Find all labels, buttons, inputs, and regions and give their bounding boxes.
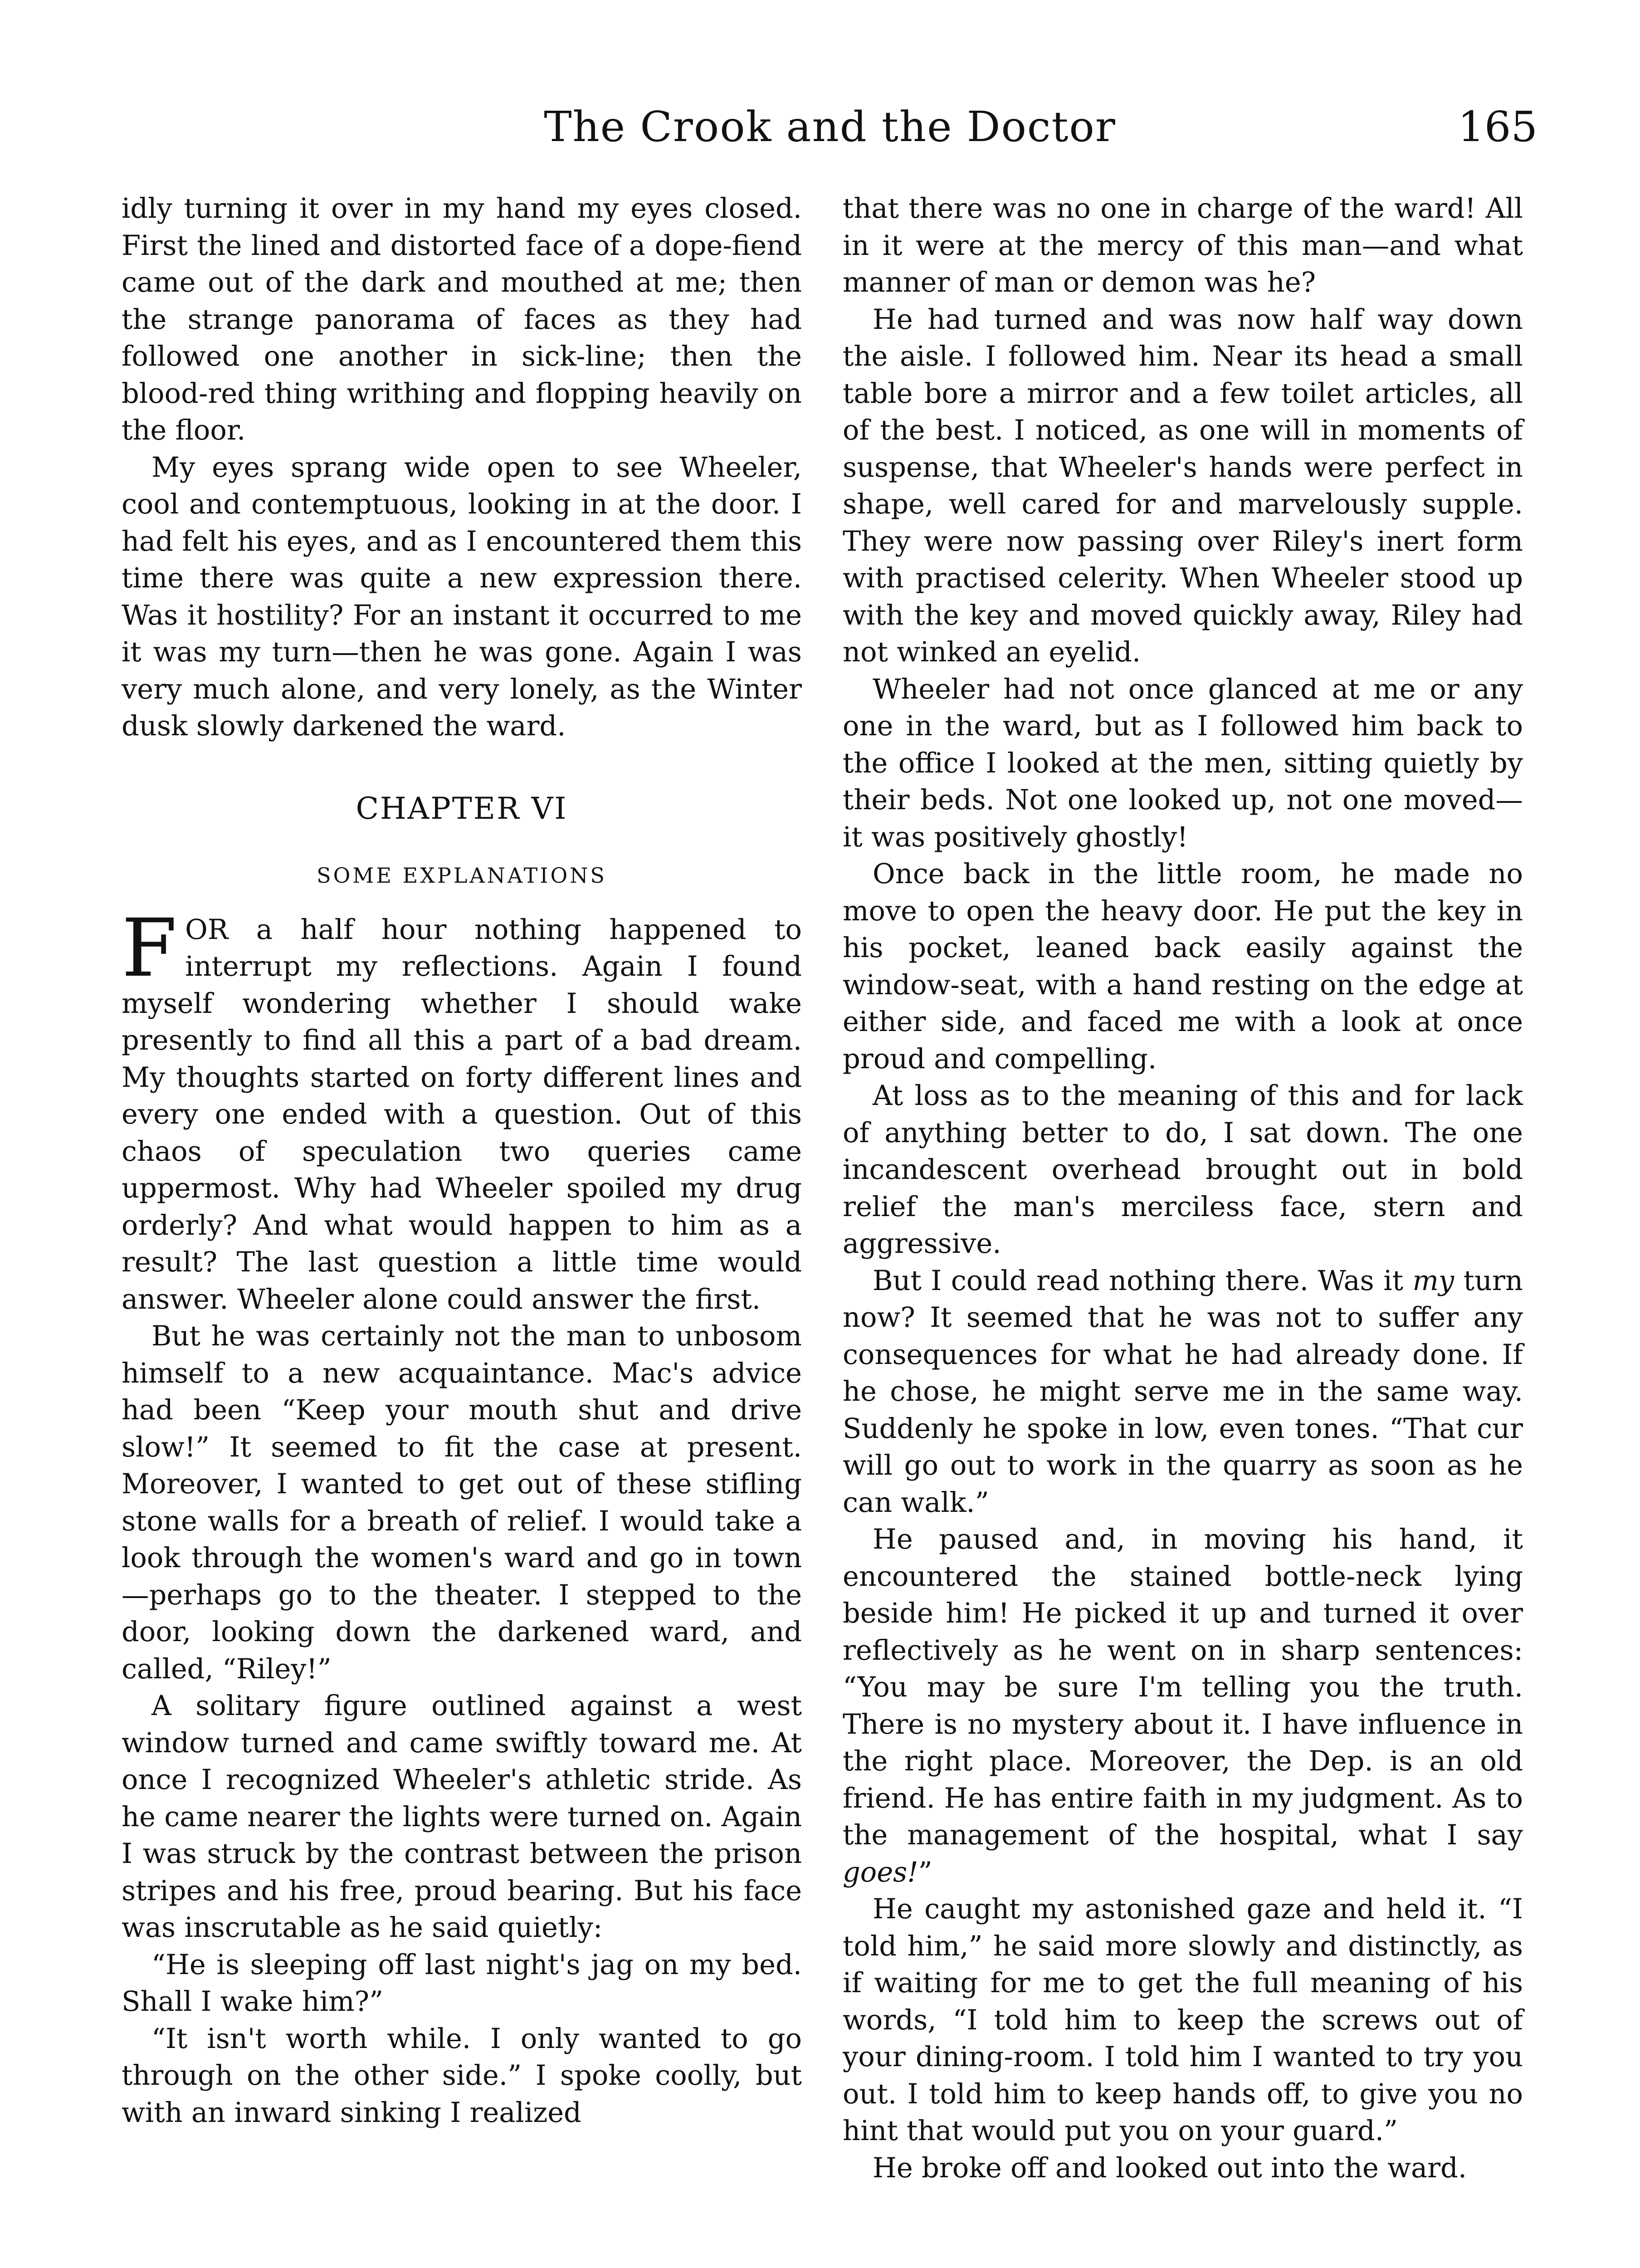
paragraph: A solitary figure outlined against a west window turned and came swiftly toward me. At once I recognized Wheeler's athletic stride. As he came nearer the lights were turned on. Again I was struck by the contrast between the prison stripes and his free, proud bearing. But his face was inscrutable as he said quietly: <box>122 1690 802 1944</box>
right-column <box>843 191 1523 2187</box>
paragraph: But he was certainly not the man to unbosom himself to a new acquaintance. Mac's advice had been “Keep your mouth shut and drive slow!” It seemed to fit the case at present. Moreover, I wanted to get out of these stifling stone walls for a breath of relief. I would take a look through the women's ward and go in town—perhaps go to the theater. I stepped to the door, looking down the darkened ward, and called, “Riley!” <box>122 1320 802 1685</box>
paragraph: “It isn't worth while. I only wanted to go through on the other side.” I spoke coolly, but with an inward sinking I realized <box>122 2023 802 2129</box>
paragraph: that there was no one in charge of the ward! All in it were at the mercy of this man—and what manner of man or demon was he? <box>843 193 1523 298</box>
paragraph: He had turned and was now half way down the aisle. I followed him. Near its head a small table bore a mirror and a few toilet articles, all of the best. I noticed, as one will in moments of suspense, that Wheeler's hands were perfect in shape, well cared for and marvelously supple. They were now passing over Riley's inert form with practised celerity. When Wheeler stood up with the key and moved quickly away, Riley had not winked an eyelid. <box>843 303 1523 668</box>
paragraph-with-dropcap <box>122 901 802 1319</box>
paragraph <box>843 1521 1523 1891</box>
page-number: 165 <box>1458 103 1538 151</box>
text-run: turn now? It seemed that he was not to suffer any consequences for what he had already done. If he chose, he might serve me in the same way. Suddenly he spoke in low, even tones. “That cur will go out to work in the quarry as soon as he can walk.” <box>843 1265 1523 1519</box>
running-title: The Crook and the Doctor <box>544 103 1116 151</box>
drop-cap: F <box>122 901 177 995</box>
emphasis: goes! <box>843 1856 918 1888</box>
paragraph: He broke off and looked out into the ward. <box>873 2152 1467 2184</box>
text-run: ” <box>918 1856 932 1888</box>
emphasis: my <box>1412 1265 1455 1297</box>
paragraph: My eyes sprang wide open to see Wheeler, cool and contemptuous, looking in at the door. I had felt his eyes, and as I encountered them this time there was quite a new expression there. Was it hostility? For an instant it occurred to me it was my turn—then he was gone. Again I was very much alone, and very lonely, as the Winter dusk slowly darkened the ward. <box>122 451 802 742</box>
paragraph: He caught my astonished gaze and held it. “I told him,” he said more slowly and distinctly, as if waiting for me to get the full meaning of his words, “I told him to keep the screws out of your dining-room. I told him I wanted to try you out. I told him to keep hands off, to give you no hint that would put you on your guard.” <box>843 1893 1523 2147</box>
paragraph-text: OR a half hour nothing happened to interrupt my reflections. Again I found myself wondering whether I should wake presently to find all this a part of a bad dream. My thoughts started on forty different lines and every one ended with a question. Out of this chaos of speculation two queries came uppermost. Why had Wheeler spoiled my drug orderly? And what would happen to him as a result? The last question a little time would answer. Wheeler alone could answer the first. <box>122 914 802 1315</box>
text-run: But I could read nothing there. Was it <box>873 1265 1413 1297</box>
chapter-subtitle: SOME EXPLANATIONS <box>317 863 607 888</box>
text-run: He paused and, in moving his hand, it encountered the stained bottle-neck lying beside him! He picked it up and turned it over reflectively as he went on in sharp sentences: “You may be sure I'm telling you the truth. There is no mystery about it. I have influence in the right place. Moreover, the Dep. is an old friend. He has entire faith in my judgment. As to the management of the hospital, what I say <box>843 1524 1523 1851</box>
paragraph: At loss as to the meaning of this and for lack of anything better to do, I sat down. The one incandescent overhead brought out in bold relief the man's merciless face, stern and aggressive. <box>843 1080 1523 1260</box>
paragraph: “He is sleeping off last night's jag on my bed. Shall I wake him?” <box>122 1949 802 2018</box>
page-header <box>122 98 1538 156</box>
paragraph: Once back in the little room, he made no move to open the heavy door. He put the key in his pocket, leaned back easily against the window-seat, with a hand resting on the edge at either side, and faced me with a look at once proud and compelling. <box>843 858 1523 1075</box>
paragraph <box>843 1263 1523 1522</box>
paragraph: idly turning it over in my hand my eyes closed. First the lined and distorted face of a dope-fiend came out of the dark and mouthed at me; then the strange panorama of faces as they had followed one another in sick-line; then the blood-red thing writhing and flopping heavily on the floor. <box>122 193 802 446</box>
chapter-title: CHAPTER VI <box>356 791 568 826</box>
paragraph: Wheeler had not once glanced at me or any one in the ward, but as I followed him back to the office I looked at the men, sitting quietly by their beds. Not one looked up, not one moved—it was positively ghostly! <box>843 673 1523 853</box>
left-column <box>122 191 802 2131</box>
